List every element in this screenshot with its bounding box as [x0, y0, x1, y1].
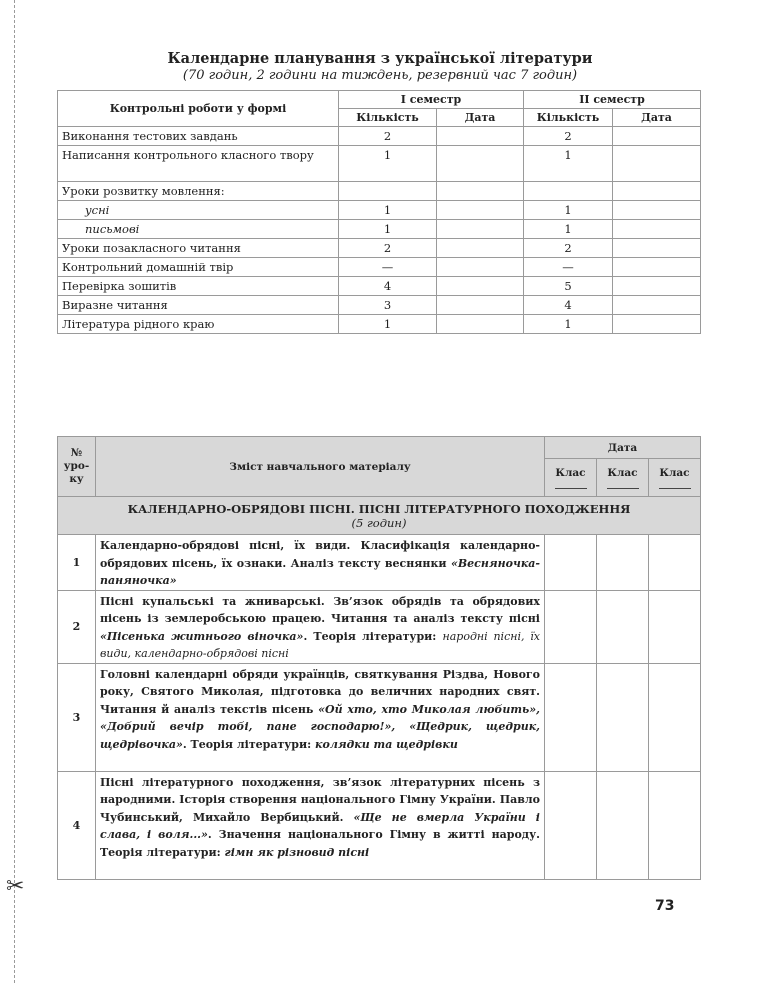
s2-date [613, 182, 701, 201]
s1-date [437, 258, 524, 277]
header-s1-count: Кількість [339, 109, 437, 127]
header-content: Зміст навчального матеріалу [96, 437, 545, 497]
row-label: усні [58, 201, 339, 220]
s2-count: 1 [524, 220, 613, 239]
s2-date [613, 127, 701, 146]
s2-date [613, 239, 701, 258]
s1-date [437, 220, 524, 239]
date-cell [649, 663, 701, 771]
row-label: Уроки розвитку мовлення: [58, 182, 339, 201]
table-row [58, 182, 701, 201]
table-row [58, 315, 701, 334]
s2-count: 4 [524, 296, 613, 315]
s2-date [613, 146, 701, 182]
s2-count: 1 [524, 315, 613, 334]
table-row [58, 127, 701, 146]
row-label: письмові [58, 220, 339, 239]
date-cell [545, 663, 597, 771]
table-row [58, 663, 701, 771]
scissors-icon: ✂ [6, 874, 25, 899]
page-title: Календарне планування з української літератури [167, 50, 593, 67]
row-label: Контрольний домашній твір [58, 258, 339, 277]
s1-count: 4 [339, 277, 437, 296]
s1-date [437, 201, 524, 220]
table-row [58, 258, 701, 277]
header-semester-2: II семестр [524, 91, 701, 109]
s2-count: 2 [524, 127, 613, 146]
row-label: Виразне читання [58, 296, 339, 315]
s2-count: — [524, 258, 613, 277]
s1-date [437, 277, 524, 296]
control-works-table [57, 90, 701, 334]
s1-date [437, 239, 524, 258]
header-class-1 [545, 459, 597, 497]
header-semester-1: I семестр [339, 91, 524, 109]
row-label: Уроки позакласного читання [58, 239, 339, 258]
s2-date [613, 315, 701, 334]
s2-count: 1 [524, 201, 613, 220]
s1-date [437, 296, 524, 315]
class-label: Клас [659, 466, 690, 479]
date-cell [649, 590, 701, 663]
header-s2-count: Кількість [524, 109, 613, 127]
header-s1-date: Дата [437, 109, 524, 127]
s2-date [613, 258, 701, 277]
table-row [58, 239, 701, 258]
s1-date [437, 182, 524, 201]
lesson-number: 3 [58, 663, 96, 771]
s1-count: — [339, 258, 437, 277]
s2-count: 2 [524, 239, 613, 258]
lesson-content: Календарно-обрядові пісні, їх види. Класифікація календарно-обрядових пісень, їх ознаки. Аналіз тексту веснянки «Весняночка-паняночка» [96, 535, 545, 591]
s1-count: 1 [339, 146, 437, 182]
section-hours: (5 годин) [351, 515, 407, 530]
date-cell [597, 771, 649, 879]
s2-date [613, 201, 701, 220]
s2-count [524, 182, 613, 201]
header-class-2 [597, 459, 649, 497]
class-label: Клас [607, 466, 638, 479]
section-title: КАЛЕНДАРНО-ОБРЯДОВІ ПІСНІ. ПІСНІ ЛІТЕРАТУРНОГО ПОХОДЖЕННЯ [127, 501, 631, 516]
lesson-number: 4 [58, 771, 96, 879]
table-row [58, 201, 701, 220]
table-row [58, 771, 701, 879]
date-cell [597, 535, 649, 591]
date-cell [545, 535, 597, 591]
table-row [58, 590, 701, 663]
section-header [58, 497, 701, 535]
lesson-number: 2 [58, 590, 96, 663]
class-blank [555, 482, 587, 489]
lesson-content: Пісні купальські та жниварські. Зв’язок обрядів та обрядових пісень із землеробською працею. Читання та аналіз тексту пісні «Пісенька житнього віночка». Теорія літератури: народні пісні, їх види, календарно-обрядові пісні [96, 590, 545, 663]
s1-count: 1 [339, 201, 437, 220]
s1-date [437, 146, 524, 182]
s1-date [437, 127, 524, 146]
row-label: Література рідного краю [58, 315, 339, 334]
date-cell [597, 663, 649, 771]
s1-count: 1 [339, 315, 437, 334]
s2-date [613, 220, 701, 239]
class-label: Клас [555, 466, 586, 479]
s2-date [613, 277, 701, 296]
page-number: 73 [655, 898, 675, 914]
header-date: Дата [545, 437, 701, 459]
header-class-3 [649, 459, 701, 497]
header-s2-date: Дата [613, 109, 701, 127]
page-subtitle: (70 годин, 2 години на тиждень, резервний час 7 годин) [182, 68, 578, 83]
header-control-works: Контрольні роботи у формі [58, 91, 339, 127]
table-row [58, 296, 701, 315]
date-cell [597, 590, 649, 663]
row-label: Перевірка зошитів [58, 277, 339, 296]
lesson-content: Головні календарні обряди українців, святкування Різдва, Нового року, Святого Миколая, підготовка до величних народних свят. Читання й аналіз текстів пісень «Ой хто, хто Миколая любить», «Добрий вечір тобі, пане господарю!», «Щедрик, щедрик, щедрівочка». Теорія літератури: колядки та щедрівки [96, 663, 545, 771]
table-row [58, 146, 701, 182]
class-blank [659, 482, 691, 489]
table-row [58, 220, 701, 239]
s1-count: 2 [339, 127, 437, 146]
row-label: Виконання тестових завдань [58, 127, 339, 146]
s2-date [613, 296, 701, 315]
s2-count: 5 [524, 277, 613, 296]
cut-line [14, 0, 15, 983]
header-lesson-number: № уро-ку [58, 437, 96, 497]
s1-count: 1 [339, 220, 437, 239]
s1-date [437, 315, 524, 334]
class-blank [607, 482, 639, 489]
date-cell [545, 771, 597, 879]
table-row [58, 535, 701, 591]
s1-count: 3 [339, 296, 437, 315]
lesson-plan-table [57, 436, 701, 880]
lesson-number: 1 [58, 535, 96, 591]
date-cell [649, 771, 701, 879]
table-row [58, 277, 701, 296]
lesson-content: Пісні літературного походження, зв’язок літературних пісень з народними. Історія створення національного Гімну України. Павло Чубинський, Михайло Вербицький. «Ще не вмерла України і слава, і воля...». Значення національного Гімну в житті народу. Теорія літератури: гімн як різновид пісні [96, 771, 545, 879]
s1-count: 2 [339, 239, 437, 258]
s2-count: 1 [524, 146, 613, 182]
row-label: Написання контрольного класного твору [58, 146, 339, 182]
s1-count [339, 182, 437, 201]
date-cell [649, 535, 701, 591]
date-cell [545, 590, 597, 663]
